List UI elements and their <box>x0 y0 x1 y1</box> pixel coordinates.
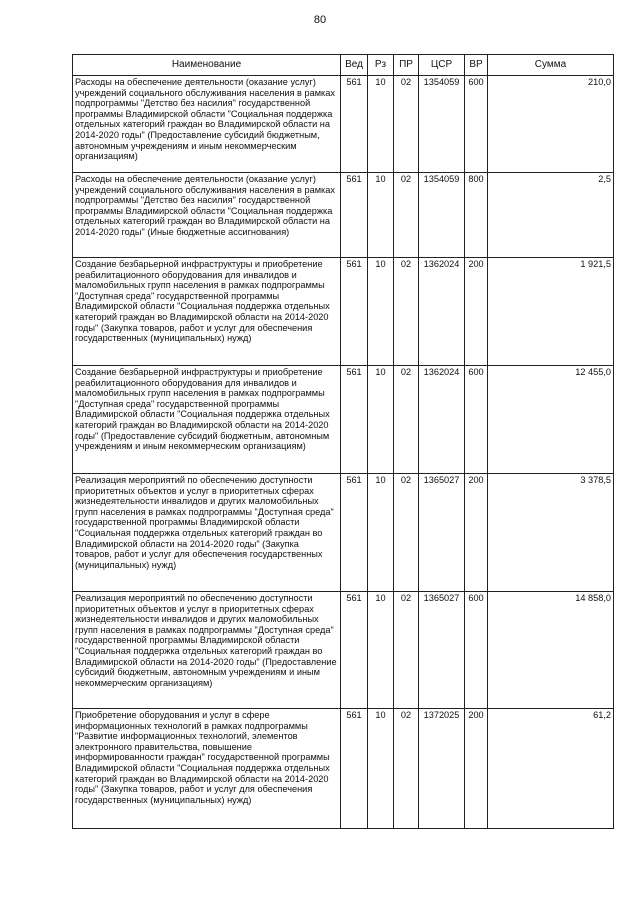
row-vr: 600 <box>465 592 488 709</box>
page-number: 80 <box>313 14 327 26</box>
row-pr: 02 <box>394 366 419 474</box>
table-header-row <box>73 55 614 76</box>
row-rz: 10 <box>368 592 394 709</box>
row-ved: 561 <box>341 366 368 474</box>
row-csr: 1362024 <box>419 258 465 366</box>
row-sum: 14 858,0 <box>488 592 614 709</box>
row-name: Создание безбарьерной инфраструктуры и приобретение реабилитационного оборудования для инвалидов и маломобильных групп населения в рамках подпрограммы "Доступная среда" государственной программы Владимирской области "Социальная поддержка отдельных категорий граждан во Владимирской области на 2014-2020 годы" (Предоставление субсидий бюджетным, автономным учреждениям и иным некоммерческим организациям) <box>73 366 341 474</box>
row-rz: 10 <box>368 173 394 258</box>
row-ved: 561 <box>341 76 368 173</box>
table-row <box>73 592 614 709</box>
table-row <box>73 366 614 474</box>
row-csr: 1354059 <box>419 173 465 258</box>
row-csr: 1362024 <box>419 366 465 474</box>
row-rz: 10 <box>368 709 394 829</box>
row-pr: 02 <box>394 76 419 173</box>
row-sum: 2,5 <box>488 173 614 258</box>
table-row <box>73 76 614 173</box>
row-vr: 600 <box>465 76 488 173</box>
row-ved: 561 <box>341 173 368 258</box>
row-vr: 200 <box>465 474 488 592</box>
row-sum: 61,2 <box>488 709 614 829</box>
row-vr: 200 <box>465 709 488 829</box>
header-vr: ВР <box>465 55 488 76</box>
row-pr: 02 <box>394 173 419 258</box>
row-pr: 02 <box>394 592 419 709</box>
row-sum: 3 378,5 <box>488 474 614 592</box>
row-rz: 10 <box>368 76 394 173</box>
header-csr: ЦСР <box>419 55 465 76</box>
row-vr: 800 <box>465 173 488 258</box>
row-sum: 210,0 <box>488 76 614 173</box>
budget-table <box>72 54 614 829</box>
row-csr: 1372025 <box>419 709 465 829</box>
row-name: Приобретение оборудования и услуг в сфере информационных технологий в рамках подпрограммы "Развитие информационных технологий, элементов электронного правительства, повышение информированности граждан" государственной программы Владимирской области "Социальная поддержка отдельных категорий граждан во Владимирской области на 2014-2020 годы" (Закупка товаров, работ и услуг для обеспечения государственных (муниципальных) нужд) <box>73 709 341 829</box>
header-ved: Вед <box>341 55 368 76</box>
row-sum: 1 921,5 <box>488 258 614 366</box>
row-rz: 10 <box>368 366 394 474</box>
row-pr: 02 <box>394 474 419 592</box>
row-name: Расходы на обеспечение деятельности (оказание услуг) учреждений социального обслуживания населения в рамках подпрограммы "Детство без насилия" государственной программы Владимирской области "Социальная поддержка отдельных категорий граждан во Владимирской области на 2014-2020 годы" (Предоставление субсидий бюджетным, автономным учреждениям и иным некоммерческим организациям) <box>73 76 341 173</box>
header-rz: Рз <box>368 55 394 76</box>
row-csr: 1354059 <box>419 76 465 173</box>
row-name: Реализация мероприятий по обеспечению доступности приоритетных объектов и услуг в приоритетных сферах жизнедеятельности инвалидов и других маломобильных групп населения в рамках подпрограммы "Доступная среда" государственной программы Владимирской области "Социальная поддержка отдельных категорий граждан во Владимирской области на 2014-2020 годы" (Предоставление субсидий бюджетным, автономным учреждениям и иным некоммерческим организациям) <box>73 592 341 709</box>
table-row <box>73 258 614 366</box>
row-rz: 10 <box>368 474 394 592</box>
row-pr: 02 <box>394 258 419 366</box>
row-ved: 561 <box>341 592 368 709</box>
row-ved: 561 <box>341 474 368 592</box>
table-row <box>73 173 614 258</box>
row-vr: 200 <box>465 258 488 366</box>
row-pr: 02 <box>394 709 419 829</box>
header-name: Наименование <box>73 55 341 76</box>
row-csr: 1365027 <box>419 474 465 592</box>
header-sum: Сумма <box>488 55 614 76</box>
row-name: Реализация мероприятий по обеспечению доступности приоритетных объектов и услуг в приоритетных сферах жизнедеятельности инвалидов и других маломобильных групп населения в рамках подпрограммы "Доступная среда" государственной программы Владимирской области "Социальная поддержка отдельных категорий граждан во Владимирской области на 2014-2020 годы" (Закупка товаров, работ и услуг для обеспечения государственных (муниципальных) нужд) <box>73 474 341 592</box>
row-name: Создание безбарьерной инфраструктуры и приобретение реабилитационного оборудования для инвалидов и маломобильных групп населения в рамках подпрограммы "Доступная среда" государственной программы Владимирской области "Социальная поддержка отдельных категорий граждан во Владимирской области на 2014-2020 годы" (Закупка товаров, работ и услуг для обеспечения государственных (муниципальных) нужд) <box>73 258 341 366</box>
row-sum: 12 455,0 <box>488 366 614 474</box>
row-vr: 600 <box>465 366 488 474</box>
row-name: Расходы на обеспечение деятельности (оказание услуг) учреждений социального обслуживания населения в рамках подпрограммы "Детство без насилия" государственной программы Владимирской области "Социальная поддержка отдельных категорий граждан во Владимирской области на 2014-2020 годы" (Иные бюджетные ассигнования) <box>73 173 341 258</box>
row-rz: 10 <box>368 258 394 366</box>
row-ved: 561 <box>341 258 368 366</box>
table-row <box>73 709 614 829</box>
header-pr: ПР <box>394 55 419 76</box>
row-ved: 561 <box>341 709 368 829</box>
table-row <box>73 474 614 592</box>
row-csr: 1365027 <box>419 592 465 709</box>
